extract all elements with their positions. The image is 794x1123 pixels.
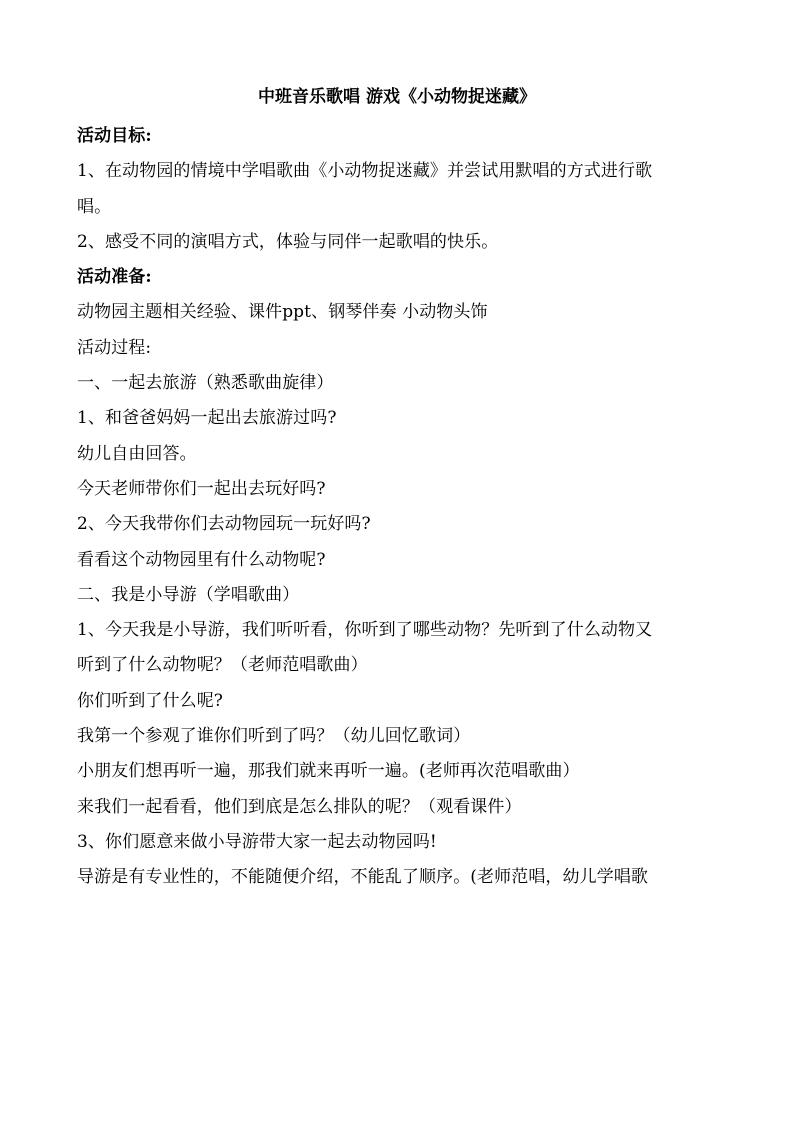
paragraph-line: 听到了什么动物呢？（老师范唱歌曲） xyxy=(77,655,368,676)
paragraph-line: 幼儿自由回答。 xyxy=(77,443,197,464)
paragraph-line: 看看这个动物园里有什么动物呢? xyxy=(77,549,326,570)
document-title: 中班音乐歌唱 游戏《小动物捉迷藏》 xyxy=(258,87,536,107)
paragraph-line: 1、在动物园的情境中学唱歌曲《小动物捉迷藏》并尝试用默唱的方式进行歌 xyxy=(77,161,653,182)
paragraph-line: 2、感受不同的演唱方式，体验与同伴一起歌唱的快乐。 xyxy=(77,231,499,252)
paragraph-line: 小朋友们想再听一遍，那我们就来再听一遍。(老师再次范唱歌曲） xyxy=(77,761,580,782)
paragraph-line: 导游是有专业性的，不能随便介绍，不能乱了顺序。(老师范唱，幼儿学唱歌 xyxy=(77,867,649,888)
paragraph-line: 1、今天我是小导游，我们听听看，你听到了哪些动物？先听到了什么动物又 xyxy=(77,620,653,641)
heading-activity-process: 活动过程: xyxy=(77,337,152,358)
paragraph-line: 来我们一起看看，他们到底是怎么排队的呢？（观看课件） xyxy=(77,796,522,817)
section-heading: 二、我是小导游（学唱歌曲） xyxy=(77,584,300,605)
paragraph-line: 唱。 xyxy=(77,196,112,217)
paragraph-line: 动物园主题相关经验、课件ppt、钢琴伴奏 小动物头饰 xyxy=(77,302,488,323)
section-heading: 一、一起去旅游（熟悉歌曲旋律） xyxy=(77,373,334,394)
paragraph-line: 2、今天我带你们去动物园玩一玩好吗? xyxy=(77,514,371,535)
paragraph-line: 今天老师带你们一起出去玩好吗? xyxy=(77,478,326,499)
paragraph-line: 1、和爸爸妈妈一起出去旅游过吗? xyxy=(77,408,337,429)
paragraph-line: 你们听到了什么呢? xyxy=(77,690,224,711)
paragraph-line: 3、你们愿意来做小导游带大家一起去动物园吗! xyxy=(77,831,437,852)
heading-activity-goals: 活动目标: xyxy=(77,126,152,146)
heading-activity-prep: 活动准备: xyxy=(77,267,152,288)
paragraph-line: 我第一个参观了谁你们听到了吗？（幼儿回忆歌词） xyxy=(77,726,471,747)
document-body xyxy=(77,124,717,901)
